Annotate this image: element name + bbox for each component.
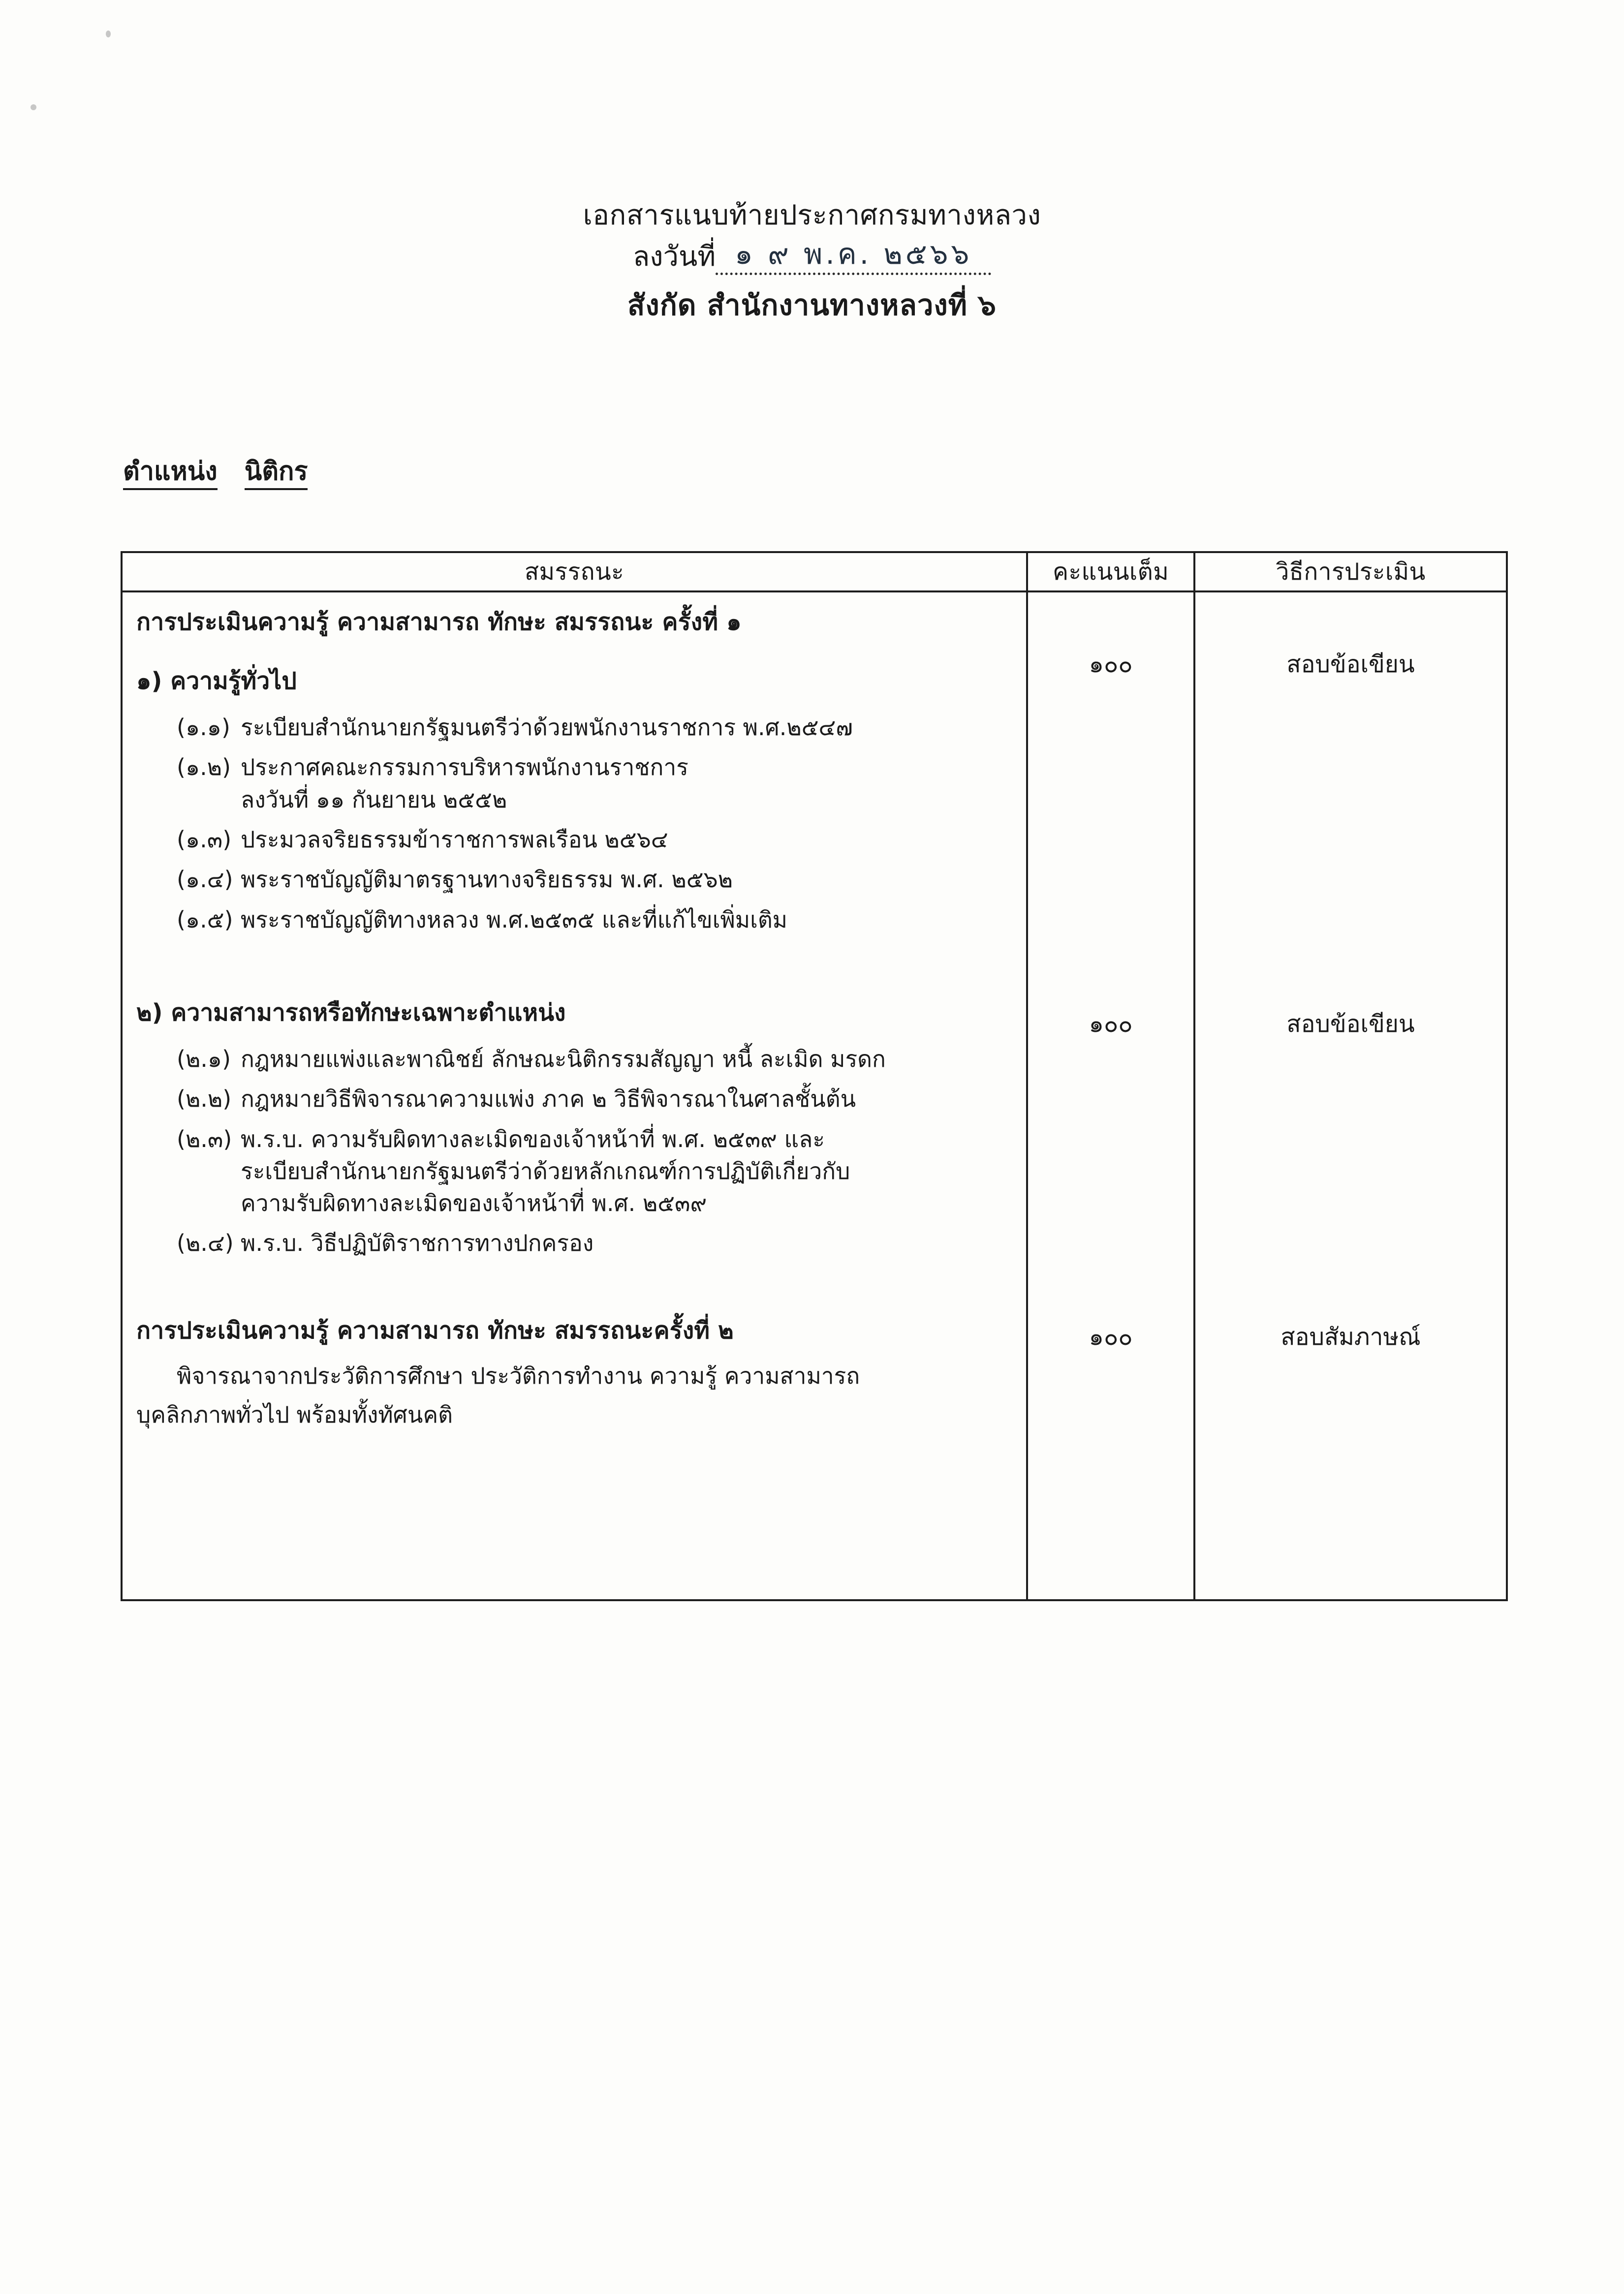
subitem — [123, 816, 1026, 856]
subitem — [123, 744, 1026, 816]
header-affiliation: สังกัด สำนักงานทางหลวงที่ ๖ — [627, 288, 997, 322]
subitem-text-cont: ความรับผิดทางละเมิดของเจ้าหน้าที่ พ.ศ. ๒๕๓๙ — [241, 1190, 707, 1217]
assessment-table — [121, 551, 1508, 1601]
score-item-1: ๑๐๐ — [1089, 651, 1133, 678]
subitem — [123, 1035, 1026, 1075]
subitem-number: (๒.๑) — [177, 1045, 231, 1072]
subitem-number: (๑.๑) — [177, 714, 230, 741]
subitem-number: (๑.๓) — [177, 826, 232, 853]
subitem-number: (๒.๒) — [177, 1085, 232, 1113]
paragraph-line-2: บุคลิกภาพทั่วไป พร้อมทั้งทัศนคติ — [136, 1401, 453, 1428]
method-cell-column — [1194, 591, 1507, 1600]
position-value: นิติกร — [245, 457, 308, 490]
table-header-row — [122, 552, 1507, 591]
subitem-text: กฎหมายแพ่งและพาณิชย์ ลักษณะนิติกรรมสัญญา หนี้ ละเมิด มรดก — [241, 1045, 886, 1072]
method-section-2: สอบสัมภาษณ์ — [1280, 1323, 1421, 1351]
subitem — [123, 1075, 1026, 1115]
subitem-text-cont: ลงวันที่ ๑๑ กันยายน ๒๕๕๒ — [241, 786, 507, 813]
subitem-text: กฎหมายวิธีพิจารณาความแพ่ง ภาค ๒ วิธีพิจารณาในศาลชั้นต้น — [241, 1085, 856, 1113]
subitem — [123, 704, 1026, 744]
section-title-1: การประเมินความรู้ ความสามารถ ทักษะ สมรรถนะ ครั้งที่ ๑ — [136, 608, 742, 636]
subitem-text: ประมวลจริยธรรมข้าราชการพลเรือน ๒๕๖๔ — [241, 826, 668, 853]
document-header — [0, 197, 1624, 333]
competency-cell-1 — [122, 591, 1027, 1600]
section-2-paragraph — [123, 1354, 1026, 1393]
section-2-paragraph-2 — [123, 1393, 1026, 1432]
subitem-text: พ.ร.บ. วิธีปฏิบัติราชการทางปกครอง — [241, 1230, 594, 1257]
subitem-number: (๑.๔) — [177, 866, 233, 893]
subitem-text-cont: ระเบียบสำนักนายกรัฐมนตรีว่าด้วยหลักเกณฑ์การปฏิบัติเกี่ยวกับ — [241, 1157, 850, 1184]
item-heading-1: ๑) ความรู้ทั่วไป — [136, 667, 297, 695]
item-heading-2: ๒) ความสามารถหรือทักษะเฉพาะตำแหน่ง — [136, 998, 566, 1026]
column-header-method: วิธีการประเมิน — [1194, 552, 1507, 591]
subitem-text: พระราชบัญญัติมาตรฐานทางจริยธรรม พ.ศ. ๒๕๖๒ — [241, 866, 733, 893]
position-label: ตำแหน่ง — [123, 457, 218, 490]
method-item-1: สอบข้อเขียน — [1286, 651, 1415, 678]
subitem — [123, 1219, 1026, 1259]
header-title: เอกสารแนบท้ายประกาศกรมทางหลวง — [583, 199, 1041, 231]
column-header-competency: สมรรถนะ — [122, 552, 1027, 591]
subitem — [123, 1116, 1026, 1220]
subitem — [123, 896, 1026, 936]
table-row — [122, 591, 1507, 1600]
scan-speck-icon — [31, 104, 36, 110]
subitem-number: (๒.๓) — [177, 1125, 232, 1152]
subitem-text: ประกาศคณะกรรมการบริหารพนักงานราชการ — [241, 754, 688, 781]
subitem-number: (๑.๕) — [177, 906, 233, 933]
column-header-score: คะแนนเต็ม — [1027, 552, 1194, 591]
dateline-dots — [716, 234, 991, 279]
section-title-2: การประเมินความรู้ ความสามารถ ทักษะ สมรรถนะครั้งที่ ๒ — [136, 1316, 734, 1344]
score-cell-column — [1027, 591, 1194, 1600]
paragraph-line-1: พิจารณาจากประวัติการศึกษา ประวัติการทำงาน ความรู้ ความสามารถ — [177, 1362, 860, 1389]
subitem-number: (๒.๔) — [177, 1230, 234, 1257]
subitem-text: ระเบียบสำนักนายกรัฐมนตรีว่าด้วยพนักงานราชการ พ.ศ.๒๕๔๗ — [241, 714, 853, 741]
subitem-number: (๑.๒) — [177, 754, 231, 781]
header-dateline — [0, 234, 1624, 279]
scan-speck-icon — [106, 31, 111, 37]
dateline-value: ๑ ๙ พ.ค. ๒๕๖๖ — [735, 237, 972, 271]
score-item-2: ๑๐๐ — [1089, 1010, 1133, 1038]
subitem-text: พ.ร.บ. ความรับผิดทางละเมิดของเจ้าหน้าที่ พ.ศ. ๒๕๓๙ และ — [241, 1125, 825, 1152]
subitem-text: พระราชบัญญัติทางหลวง พ.ศ.๒๕๓๕ และที่แก้ไขเพิ่มเติม — [241, 906, 788, 933]
subitem — [123, 856, 1026, 896]
score-section-2: ๑๐๐ — [1089, 1323, 1133, 1351]
position-line — [123, 450, 308, 491]
method-item-2: สอบข้อเขียน — [1286, 1010, 1415, 1038]
dateline-label: ลงวันที่ — [632, 240, 716, 273]
